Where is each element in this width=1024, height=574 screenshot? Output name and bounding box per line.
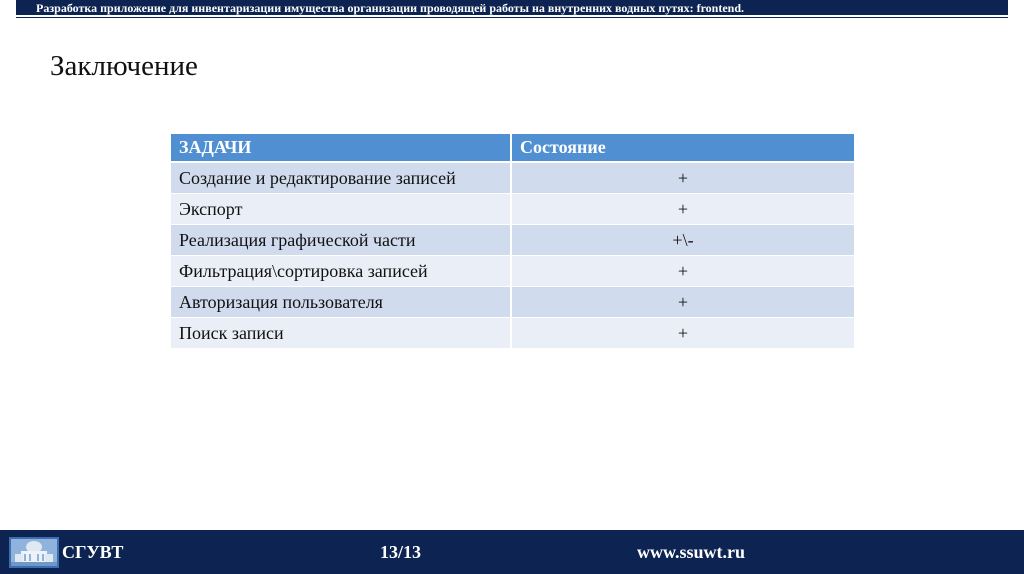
footer-page-number: 13/13 xyxy=(380,542,422,562)
task-cell: Реализация графической части xyxy=(171,225,512,256)
footer-website-link[interactable]: www.ssuwt.ru xyxy=(637,542,746,562)
table-header-row xyxy=(171,134,854,163)
header-banner xyxy=(16,0,1008,17)
status-cell: +\- xyxy=(512,225,854,256)
status-cell: + xyxy=(512,256,854,287)
tasks-table-container xyxy=(171,134,854,349)
tasks-table xyxy=(171,134,854,349)
task-cell: Фильтрация\сортировка записей xyxy=(171,256,512,287)
university-building-icon xyxy=(9,537,59,568)
task-cell: Авторизация пользователя xyxy=(171,287,512,318)
table-row xyxy=(171,256,854,287)
table-row xyxy=(171,225,854,256)
column-header-tasks: ЗАДАЧИ xyxy=(171,134,512,163)
slide-title: Заключение xyxy=(50,50,198,82)
task-cell: Экспорт xyxy=(171,194,512,225)
status-cell: + xyxy=(512,287,854,318)
header-text: Разработка приложение для инвентаризации имущества организации проводящей работы на внутренних водных путях: frontend. xyxy=(36,1,745,15)
task-cell: Создание и редактирование записей xyxy=(171,163,512,194)
status-cell: + xyxy=(512,318,854,349)
task-cell: Поиск записи xyxy=(171,318,512,349)
table-row xyxy=(171,163,854,194)
footer-organization: СГУВТ xyxy=(62,542,124,562)
table-row xyxy=(171,194,854,225)
status-cell: + xyxy=(512,194,854,225)
table-row xyxy=(171,287,854,318)
column-header-status: Состояние xyxy=(512,134,854,163)
status-cell: + xyxy=(512,163,854,194)
table-row xyxy=(171,318,854,349)
footer-bar xyxy=(0,530,1024,574)
